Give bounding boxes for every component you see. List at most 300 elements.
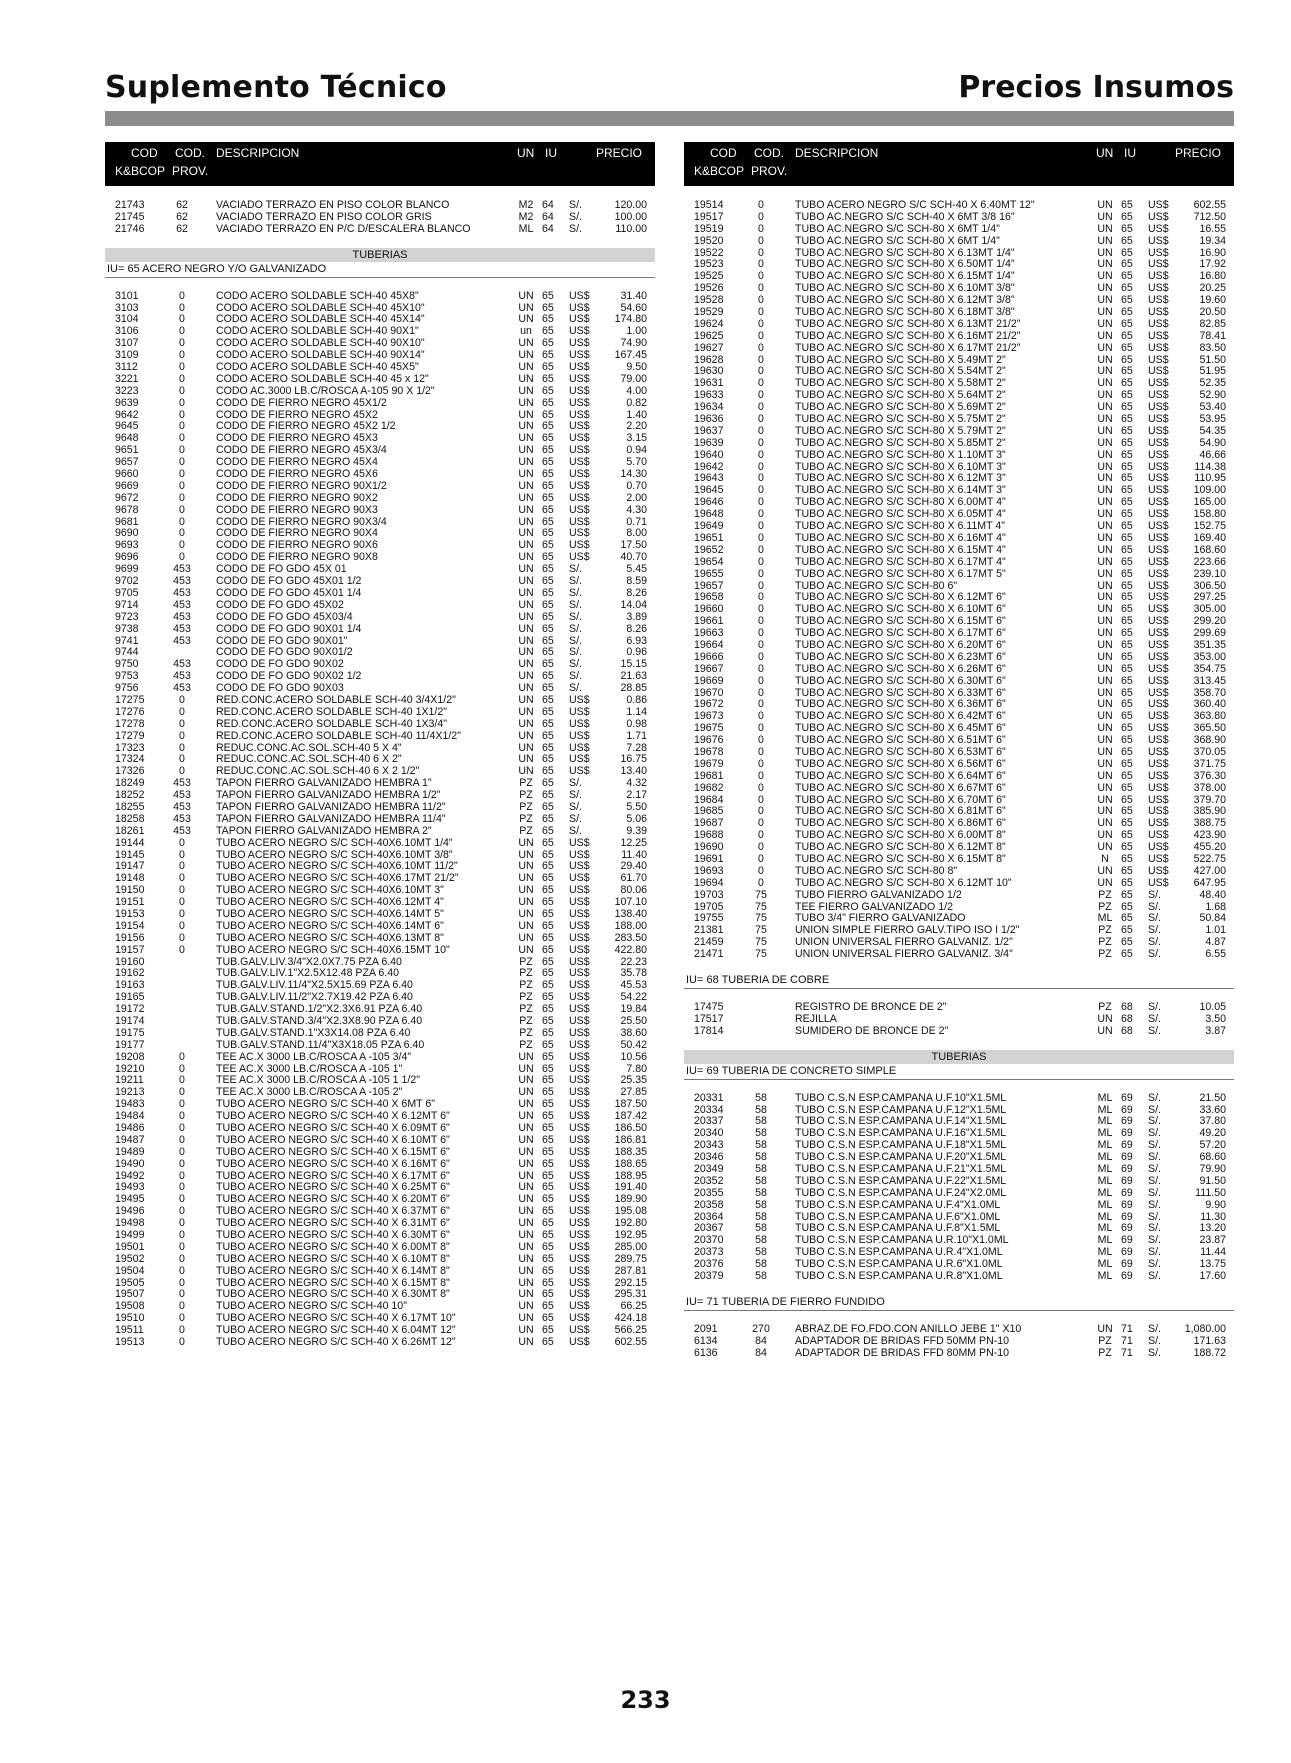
item-description: TUBO AC.NEGRO S/C SCH-80 X 6.53MT 6"	[795, 745, 1006, 758]
item-description: TUBO AC.NEGRO S/C SCH-80 X 6.15MT 6"	[795, 615, 1006, 628]
currency: US$	[569, 1015, 590, 1027]
provider-code: 0	[179, 1264, 185, 1277]
item-description: TUBO AC.NEGRO S/C SCH-80 X 6.13MT 1/4"	[795, 246, 1015, 259]
provider-code: 453	[173, 575, 191, 588]
unit: UN	[1097, 484, 1113, 497]
iu-code: 65	[1121, 401, 1133, 414]
provider-code: 0	[179, 765, 185, 778]
item-description: TEE FIERRO GALVANIZADO 1/2	[795, 900, 953, 913]
price: 283.50	[614, 931, 647, 944]
price: 7.28	[626, 741, 647, 754]
price: 0.86	[626, 693, 647, 706]
item-code: 3104	[115, 313, 139, 326]
price: 370.05	[1193, 745, 1226, 758]
unit: UN	[1097, 543, 1113, 556]
price: 83.50	[1199, 341, 1226, 354]
item-code: 19147	[115, 860, 145, 873]
provider-code: 0	[179, 1145, 185, 1158]
table-row	[684, 1176, 1234, 1188]
price: 5.70	[626, 456, 647, 469]
currency: US$	[1148, 317, 1169, 330]
currency: S/.	[1148, 1234, 1161, 1247]
iu-code: 65	[542, 1252, 554, 1265]
item-description: TUBO AC.NEGRO S/C SCH-80 X 5.75MT 2"	[795, 413, 1006, 426]
item-description: TUBO C.S.N ESP.CAMPANA U.F.22"X1.5ML	[795, 1174, 1007, 1187]
unit: ML	[1097, 1174, 1113, 1187]
price: 53.40	[1199, 401, 1226, 414]
unit: UN	[1097, 567, 1113, 580]
iu-code: 65	[542, 1038, 554, 1051]
item-code: 19150	[115, 884, 145, 897]
iu-code: 65	[1121, 341, 1133, 354]
table-row	[105, 600, 655, 612]
provider-code: 58	[755, 1234, 767, 1247]
item-description: TUBO ACERO NEGRO S/C SCH-40X6.14MT 6"	[216, 919, 444, 932]
price: 49.20	[1199, 1127, 1226, 1140]
unit: ML	[1097, 1198, 1113, 1211]
unit: UN	[518, 753, 534, 766]
provider-code: 0	[758, 841, 764, 854]
currency: S/.	[569, 610, 582, 623]
iu-code: 65	[542, 872, 554, 885]
provider-code: 0	[758, 496, 764, 509]
header-un: UN	[1096, 146, 1114, 160]
iu-code: 65	[542, 943, 554, 956]
price: 455.20	[1193, 841, 1226, 854]
currency: US$	[1148, 638, 1169, 651]
provider-code: 0	[758, 222, 764, 235]
currency: US$	[569, 456, 590, 469]
item-code: 9702	[115, 575, 139, 588]
currency: US$	[1148, 258, 1169, 271]
currency: S/.	[569, 777, 582, 790]
unit: UN	[518, 1193, 534, 1206]
iu-code: 65	[1121, 270, 1133, 283]
provider-code: 0	[179, 1240, 185, 1253]
iu-code: 65	[542, 325, 554, 338]
price: 192.80	[614, 1217, 647, 1230]
item-description: CODO DE FO GDO 90X03	[216, 682, 344, 695]
iu-code: 65	[542, 658, 554, 671]
item-code: 9723	[115, 610, 139, 623]
item-description: CODO DE FIERRO NEGRO 90X3	[216, 503, 378, 516]
price: 239.10	[1193, 567, 1226, 580]
price: 353.00	[1193, 650, 1226, 663]
price: 299.69	[1193, 627, 1226, 640]
iu-code: 65	[542, 967, 554, 980]
price: 4.00	[626, 384, 647, 397]
price: 79.90	[1199, 1163, 1226, 1176]
iu-code: 65	[542, 1026, 554, 1039]
item-description: CODO DE FO GDO 45X01 1/4	[216, 586, 362, 599]
item-code: 19703	[694, 888, 724, 901]
item-description: TUBO AC.NEGRO S/C SCH-80 X 6.16MT 4"	[795, 531, 1006, 544]
currency: US$	[569, 1217, 590, 1230]
iu-code: 69	[1121, 1151, 1133, 1164]
currency: US$	[569, 991, 590, 1004]
unit: PZ	[1098, 888, 1112, 901]
provider-code: 0	[179, 372, 185, 385]
item-description: RED.CONC.ACERO SOLDABLE SCH-40 1X1/2"	[216, 705, 448, 718]
item-description: TUBO C.S.N ESP.CAMPANA U.F.10"X1.5ML	[795, 1091, 1007, 1104]
table-row	[105, 1040, 655, 1052]
item-description: TUBO AC.NEGRO S/C SCH-80 X 6.15MT 4"	[795, 543, 1006, 556]
currency: US$	[569, 301, 590, 314]
price: 305.00	[1193, 603, 1226, 616]
item-description: TUBO AC.NEGRO S/C SCH-80 X 6.17MT 4"	[795, 555, 1006, 568]
item-code: 19693	[694, 864, 724, 877]
currency: S/.	[1148, 1139, 1161, 1152]
unit: PZ	[519, 824, 533, 837]
price: 2.20	[626, 420, 647, 433]
iu-code: 65	[542, 931, 554, 944]
section-band: TUBERIAS	[105, 248, 655, 262]
provider-code: 0	[758, 817, 764, 830]
price: 9.90	[1205, 1198, 1226, 1211]
price: 16.80	[1199, 270, 1226, 283]
currency: S/.	[569, 575, 582, 588]
item-description: CODO DE FO GDO 90X02 1/2	[216, 670, 362, 683]
currency: S/.	[569, 646, 582, 659]
unit: ML	[1097, 1222, 1113, 1235]
iu-code: 65	[1121, 294, 1133, 307]
unit: UN	[518, 372, 534, 385]
table-row	[105, 707, 655, 719]
header-divider-bar	[105, 111, 1234, 126]
currency: US$	[569, 337, 590, 350]
currency: S/.	[1148, 1322, 1161, 1335]
item-code: 20355	[694, 1186, 724, 1199]
item-description: TUBO AC.NEGRO S/C SCH-80 X 5.64MT 2"	[795, 389, 1006, 402]
iu-code: 65	[542, 1205, 554, 1218]
item-code: 19483	[115, 1098, 145, 1111]
header-prov-sub: PROV.	[751, 164, 788, 178]
provider-code: 0	[758, 745, 764, 758]
iu-code: 65	[542, 1169, 554, 1182]
iu-code: 69	[1121, 1091, 1133, 1104]
currency: US$	[1148, 460, 1169, 473]
price: 45.53	[620, 979, 647, 992]
provider-code: 0	[179, 836, 185, 849]
unit: UN	[1097, 781, 1113, 794]
currency: S/.	[569, 199, 582, 211]
iu-code: 65	[1121, 615, 1133, 628]
unit: UN	[518, 860, 534, 873]
item-code: 17326	[115, 765, 145, 778]
item-code: 9750	[115, 658, 139, 671]
price: 289.75	[614, 1252, 647, 1265]
unit: UN	[518, 384, 534, 397]
iu-code: 65	[1121, 377, 1133, 390]
currency: US$	[569, 1336, 590, 1349]
table-row	[105, 719, 655, 731]
unit: UN	[518, 1145, 534, 1158]
item-description: TUBO C.S.N ESP.CAMPANA U.R.4"X1.0ML	[795, 1246, 1003, 1259]
currency: US$	[1148, 294, 1169, 307]
currency: US$	[569, 967, 590, 980]
provider-code: 0	[179, 361, 185, 374]
provider-code: 453	[173, 800, 191, 813]
item-description: ADAPTADOR DE BRIDAS FFD 80MM PN-10	[795, 1346, 1010, 1359]
iu-code: 65	[542, 1098, 554, 1111]
price: 13.20	[1199, 1222, 1226, 1235]
unit: ML	[1097, 1139, 1113, 1152]
price: 169.40	[1193, 531, 1226, 544]
iu-code: 65	[542, 515, 554, 528]
provider-code: 270	[752, 1322, 770, 1335]
price: 66.25	[620, 1300, 647, 1313]
currency: US$	[1148, 306, 1169, 319]
item-description: TUBO AC.NEGRO S/C SCH-80 X 6.05MT 4"	[795, 508, 1006, 521]
provider-code: 0	[179, 396, 185, 409]
table-row	[684, 676, 1234, 688]
provider-code: 0	[758, 436, 764, 449]
iu-code: 65	[1121, 424, 1133, 437]
price: 11.30	[1200, 1210, 1226, 1223]
item-description: TUBO AC.NEGRO S/C SCH-80 X 6.12MT 10"	[795, 876, 1012, 889]
item-code: 9645	[115, 420, 139, 433]
item-code: 20337	[694, 1115, 724, 1128]
iu-code: 65	[1121, 781, 1133, 794]
provider-code: 0	[758, 591, 764, 604]
iu-code: 65	[542, 539, 554, 552]
item-code: 19670	[694, 686, 724, 699]
price: 365.50	[1193, 722, 1226, 735]
unit: UN	[518, 765, 534, 778]
currency: US$	[1148, 591, 1169, 604]
currency: US$	[1148, 424, 1169, 437]
provider-code: 0	[179, 289, 185, 302]
price: 7.80	[626, 1062, 647, 1075]
currency: S/.	[569, 622, 582, 635]
currency: US$	[569, 1252, 590, 1265]
currency: US$	[569, 325, 590, 338]
provider-code: 0	[758, 757, 764, 770]
iu-code: 65	[542, 717, 554, 730]
item-description: TUBO AC.NEGRO S/C SCH-80 X 6.00MT 8"	[795, 829, 1006, 842]
iu-code: 65	[542, 1288, 554, 1301]
item-code: 19681	[694, 769, 724, 782]
currency: US$	[569, 729, 590, 742]
provider-code: 0	[758, 448, 764, 461]
unit: UN	[518, 1324, 534, 1337]
currency: US$	[569, 1324, 590, 1337]
item-code: 3106	[115, 325, 139, 338]
provider-code: 0	[758, 829, 764, 842]
provider-code: 0	[179, 753, 185, 766]
item-code: 9738	[115, 622, 139, 635]
item-code: 18261	[115, 824, 145, 837]
item-code: 19499	[115, 1229, 145, 1242]
iu-code: 65	[542, 598, 554, 611]
unit: ML	[1097, 1127, 1113, 1140]
item-description: REDUC.CONC.AC.SOL.SCH-40 6 X 2"	[216, 753, 402, 766]
iu-code: 68	[1121, 1024, 1133, 1037]
provider-code: 453	[173, 622, 191, 635]
table-row	[684, 1271, 1234, 1283]
currency: US$	[1148, 698, 1169, 711]
item-code: 19669	[694, 674, 724, 687]
iu-code: 65	[1121, 936, 1133, 949]
item-code: 9672	[115, 491, 139, 504]
iu-code: 69	[1121, 1258, 1133, 1271]
price: 11.40	[621, 848, 647, 861]
item-code: 19493	[115, 1181, 145, 1194]
iu-code: 69	[1121, 1163, 1133, 1176]
unit: PZ	[519, 1015, 533, 1027]
item-code: 19490	[115, 1157, 145, 1170]
unit: UN	[1097, 698, 1113, 711]
table-row	[684, 664, 1234, 676]
table-row	[105, 826, 655, 838]
item-code: 19639	[694, 436, 724, 449]
price: 3.87	[1205, 1024, 1226, 1037]
iu-code: 65	[542, 420, 554, 433]
currency: US$	[569, 479, 590, 492]
header-descripcion: DESCRIPCION	[795, 146, 879, 160]
currency: US$	[569, 1003, 590, 1016]
provider-code: 0	[758, 341, 764, 354]
unit: UN	[518, 872, 534, 885]
item-description: TUBO AC.NEGRO S/C SCH-80 X 6.10MT 3"	[795, 460, 1006, 473]
provider-code: 453	[173, 658, 191, 671]
currency: US$	[569, 884, 590, 897]
item-code: 20379	[694, 1270, 724, 1283]
unit: UN	[518, 408, 534, 421]
price: 22.23	[620, 955, 647, 968]
table-row	[105, 1028, 655, 1040]
item-description: CODO DE FIERRO NEGRO 45X3/4	[216, 444, 387, 457]
unit: UN	[1097, 270, 1113, 283]
provider-code: 0	[758, 234, 764, 247]
item-description: CODO ACERO SOLDABLE SCH-40 45 x 12"	[216, 372, 429, 385]
currency: US$	[569, 919, 590, 932]
currency: S/.	[569, 563, 582, 576]
currency: US$	[1148, 413, 1169, 426]
unit: UN	[1097, 591, 1113, 604]
iu-code: 69	[1121, 1234, 1133, 1247]
provider-code: 0	[179, 1050, 185, 1063]
item-code: 20373	[694, 1246, 724, 1259]
price: 2.17	[626, 789, 647, 802]
price: 188.65	[614, 1157, 647, 1170]
unit: UN	[518, 931, 534, 944]
iu-code: 69	[1121, 1103, 1133, 1116]
currency: S/.	[1148, 1334, 1161, 1347]
price: 192.95	[614, 1229, 647, 1242]
currency: US$	[1148, 864, 1169, 877]
currency: US$	[569, 420, 590, 433]
provider-code: 0	[758, 627, 764, 640]
iu-code: 65	[1121, 948, 1133, 961]
currency: US$	[569, 1264, 590, 1277]
provider-code: 0	[758, 365, 764, 378]
price: 2.00	[626, 491, 647, 504]
price: 80.06	[620, 884, 647, 897]
provider-code: 453	[173, 789, 191, 802]
item-description: REGISTRO DE BRONCE DE 2"	[795, 1001, 947, 1013]
iu-code: 65	[542, 1122, 554, 1135]
unit: PZ	[1098, 948, 1112, 961]
iu-code: 65	[1121, 734, 1133, 747]
item-description: CODO DE FIERRO NEGRO 45X4	[216, 456, 378, 469]
unit: UN	[518, 503, 534, 516]
iu-code: 65	[542, 551, 554, 564]
unit: UN	[518, 1217, 534, 1230]
provider-code: 0	[179, 456, 185, 469]
unit: UN	[518, 884, 534, 897]
unit: UN	[518, 563, 534, 576]
iu-code: 65	[1121, 282, 1133, 295]
unit: UN	[518, 432, 534, 445]
iu-code: 65	[542, 836, 554, 849]
unit: UN	[518, 1110, 534, 1123]
unit: UN	[1097, 650, 1113, 663]
price: 195.08	[614, 1205, 647, 1218]
item-description: TUBO AC.NEGRO S/C SCH-80 X 6.64MT 6"	[795, 769, 1006, 782]
item-code: 20343	[694, 1139, 724, 1152]
item-code: 19208	[115, 1050, 145, 1063]
iu-code: 65	[542, 919, 554, 932]
price: 299.20	[1193, 615, 1226, 628]
price: 4.32	[626, 777, 647, 790]
price: 82.85	[1199, 317, 1226, 330]
unit: ML	[1097, 1163, 1113, 1176]
item-description: TAPON FIERRO GALVANIZADO HEMBRA 11/4"	[216, 812, 446, 825]
currency: US$	[569, 289, 590, 302]
table-row	[684, 224, 1234, 236]
unit: UN	[1097, 413, 1113, 426]
iu-code: 65	[1121, 543, 1133, 556]
unit: UN	[518, 634, 534, 647]
provider-code: 0	[758, 401, 764, 414]
iu-code: 65	[542, 1229, 554, 1242]
unit: UN	[1097, 745, 1113, 758]
price: 15.15	[620, 658, 647, 671]
price: 10.56	[620, 1050, 647, 1063]
currency: US$	[1148, 745, 1169, 758]
item-description: TUB.GALV.LIV.11/4"X2.5X15.69 PZA 6.40	[216, 979, 413, 992]
iu-code: 65	[1121, 472, 1133, 485]
item-code: 19643	[694, 472, 724, 485]
iu-code: 65	[542, 1193, 554, 1206]
iu-code: 65	[542, 765, 554, 778]
item-description: TUBO AC.NEGRO S/C SCH-80 X 5.79MT 2"	[795, 424, 1006, 437]
currency: S/.	[569, 586, 582, 599]
unit: UN	[518, 1312, 534, 1325]
price: 174.80	[614, 313, 647, 326]
item-description: CODO ACERO SOLDABLE SCH-40 45X8"	[216, 289, 419, 302]
table-row	[105, 1147, 655, 1159]
iu-code: 65	[1121, 496, 1133, 509]
table-row	[684, 557, 1234, 569]
unit: M2	[518, 199, 534, 211]
price: 158.80	[1193, 508, 1226, 521]
price: 33.60	[1199, 1103, 1226, 1116]
item-description: CODO DE FIERRO NEGRO 90X4	[216, 527, 378, 540]
item-description: CODO DE FO GDO 45X02	[216, 598, 344, 611]
price: 37.80	[1199, 1115, 1226, 1128]
table-row	[105, 731, 655, 743]
item-code: 19154	[115, 919, 145, 932]
currency: US$	[569, 349, 590, 362]
iu-code: 65	[542, 979, 554, 992]
provider-code: 62	[176, 210, 188, 223]
unit: UN	[1097, 805, 1113, 818]
currency: US$	[1148, 852, 1169, 865]
iu-code: 65	[1121, 864, 1133, 877]
item-code: 3112	[115, 361, 138, 374]
